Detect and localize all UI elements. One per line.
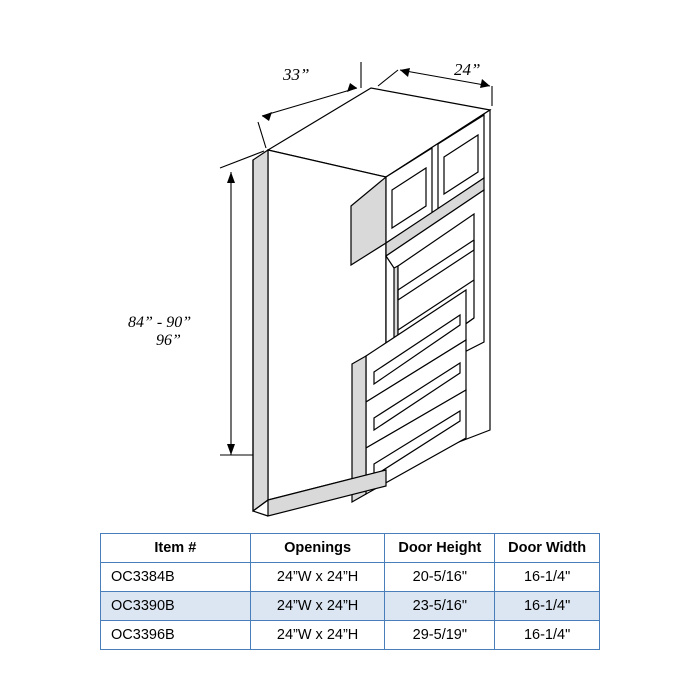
table-row	[101, 592, 600, 621]
cell-item: OC3396B	[101, 621, 251, 650]
table-row	[101, 563, 600, 592]
cell-door-width: 16-1/4"	[495, 592, 600, 621]
cell-item: OC3384B	[101, 563, 251, 592]
table-row	[101, 621, 600, 650]
cell-door-height: 29-5/19"	[385, 621, 495, 650]
cell-door-width: 16-1/4"	[495, 563, 600, 592]
cell-item: OC3390B	[101, 592, 251, 621]
table-header-row	[101, 534, 600, 563]
width-dimension-label: 33”	[283, 65, 310, 84]
spec-table	[100, 533, 600, 650]
cell-openings: 24”W x 24”H	[250, 563, 385, 592]
height-dimension-label-line2: 96”	[156, 332, 181, 349]
cell-door-height: 20-5/16"	[385, 563, 495, 592]
cell-door-height: 23-5/16"	[385, 592, 495, 621]
column-header-openings: Openings	[250, 534, 385, 563]
height-dimension-label-line1: 84” - 90”	[128, 314, 192, 331]
depth-dimension-label: 24”	[454, 60, 481, 79]
column-header-door-height: Door Height	[385, 534, 495, 563]
column-header-door-width: Door Width	[495, 534, 600, 563]
column-header-item: Item #	[101, 534, 251, 563]
cell-openings: 24”W x 24”H	[250, 592, 385, 621]
cell-door-width: 16-1/4"	[495, 621, 600, 650]
cell-openings: 24”W x 24”H	[250, 621, 385, 650]
